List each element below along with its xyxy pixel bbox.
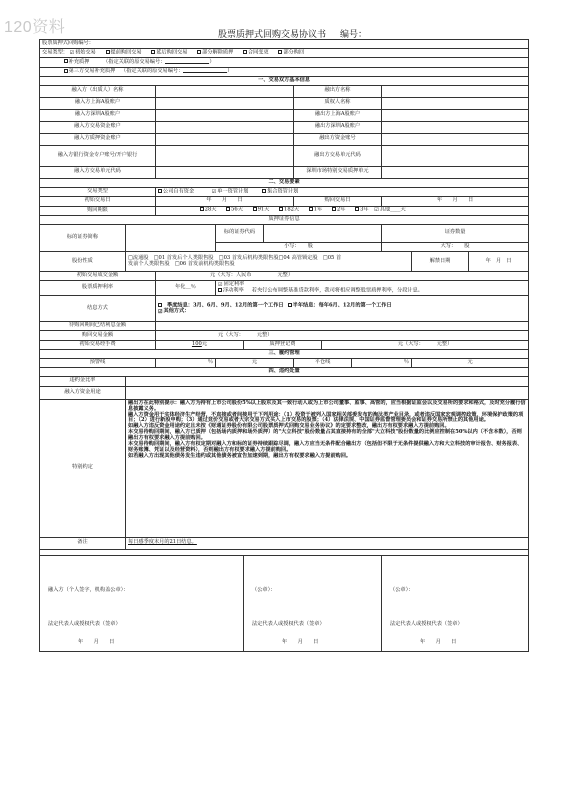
cat-opt: 公司自有资金 [163, 188, 195, 195]
checked-icon[interactable]: ☑ [218, 281, 223, 288]
period-opt: 28天 [204, 206, 217, 213]
sig-label: 法定代表人或授权代表（签章） [252, 620, 325, 627]
initial-fee-label: 初始交易经手费 [40, 340, 156, 349]
checked-icon[interactable]: ☑ [211, 188, 217, 195]
rate-label: 股票质押利率 [40, 281, 156, 296]
checked-icon[interactable]: ☑ [374, 207, 379, 214]
buyback-date-value[interactable]: 年 月 日 [382, 197, 529, 206]
type-release: 部分解除质押 [202, 49, 234, 56]
party-label: 融出方名称 [294, 85, 382, 97]
party-label: 融入方交易单元代码 [40, 166, 156, 178]
other-way: 其他方式： [163, 308, 190, 314]
period-opt: 182天 [284, 206, 300, 213]
special-term: 如融入方违反资金用途约定且未按《财通证券股份有限公司股票质押式回购交易业务协议》的定要求整改，融出方有权要求融入方提前购回。 [128, 423, 450, 430]
party-value[interactable] [382, 145, 529, 166]
nature-label: 股份性质 [40, 252, 126, 272]
buyback-date-label: 购回交易日 [294, 197, 382, 206]
accrued-interest-value[interactable] [156, 322, 529, 331]
initial-amount-value[interactable] [156, 272, 529, 281]
checkbox-icon[interactable] [64, 59, 68, 63]
special-term: 如若融入方出现其他债务发生违约或其他债务被宣告加速到期，融出方有权要求融入方提前购回。 [128, 453, 352, 460]
sec-code-value[interactable] [264, 224, 382, 242]
agreement-no-label: 股票质押式回购编号： [40, 40, 529, 49]
supplement-label: 补充质押 [68, 58, 90, 65]
checkbox-icon[interactable] [309, 207, 313, 211]
cat-opt: 集合资管计划 [267, 188, 299, 195]
checkbox-icon[interactable] [332, 207, 336, 211]
section-title: 四、违约处置 [40, 368, 529, 377]
party-value[interactable] [382, 85, 529, 97]
lower-label: 小写： [284, 242, 300, 249]
cat-opt: 单一资管计划 [217, 188, 249, 195]
nature-opts-line: 发前个人类限售股 □06 首发前机构类限售股 [128, 260, 235, 267]
buyback-period-label: 购回期限 [40, 206, 156, 215]
party-value[interactable] [156, 85, 294, 97]
type-partial: 部分购回 [283, 49, 305, 56]
signature-third[interactable] [382, 555, 529, 651]
party-value[interactable] [382, 133, 529, 145]
party-label: 融入方上海A股账户 [40, 97, 156, 109]
party-label: 质权人名称 [294, 97, 382, 109]
party-label: 融入方（出质人）名称 [40, 85, 156, 97]
special-term: 本交易待购回期间，融入方已质押（包括场内质押和场外质押）的"大立科技"股份数量占其直接持有的全部"大立科技"股份数量的比例应控制在50%以内（不含本数），否则融出方有权要求融入方提前购回。 [128, 429, 522, 442]
share-unit: 股 [307, 242, 313, 249]
party-value[interactable] [156, 97, 294, 109]
initial-amount-label: 初始交易成交金额 [40, 272, 156, 281]
sig-label: （公章）： [252, 586, 276, 593]
period-opt: 其他____天 [379, 206, 406, 213]
register-fee-label: 质押登记费 [244, 340, 322, 349]
unlock-label: 解禁日期 [412, 252, 469, 272]
buyback-period-options [156, 206, 529, 215]
period-opt: 56天 [231, 206, 243, 213]
fund-use-label: 融入方资金用途 [40, 386, 126, 399]
specify-label: （指定关联的原交易编号： [121, 68, 184, 75]
sig-label: （公章）： [390, 586, 414, 593]
specify-label: （指定关联的原交易编号： [103, 58, 166, 65]
third-party-cell [40, 67, 529, 76]
sig-date: 年 月 日 [282, 638, 319, 645]
checked-icon[interactable]: ☑ [69, 50, 75, 57]
party-value[interactable] [156, 109, 294, 121]
close-line-value[interactable]: ％ [352, 359, 412, 368]
party-label: 融出方深圳A股账户 [294, 121, 382, 133]
sig-label: 法定代表人或授权代表（签章） [48, 620, 121, 627]
type-initial: 初始交易 [75, 49, 96, 56]
close-paren: ） [227, 68, 233, 75]
document-title: 股票质押式回购交易协议书 [218, 30, 327, 40]
watermark-text: 120资料 [4, 19, 66, 36]
share-unit: 股 [464, 242, 470, 249]
signature-borrower[interactable] [40, 555, 244, 651]
nature-options[interactable] [126, 252, 412, 272]
party-value[interactable] [156, 145, 294, 166]
warning-label: 预警线 [40, 359, 156, 368]
third-party-row [40, 67, 529, 76]
floating-note: 若央行公布调整基准贷款利率，我司将相应调整股票质押利率，分段计息。 [251, 287, 423, 294]
checkbox-icon[interactable] [158, 189, 162, 193]
party-label: 融出方上海A股账户 [294, 109, 382, 121]
sec-qty-label: 证券数量 [382, 224, 529, 242]
trade-category-label: 交易类型 [40, 188, 156, 197]
period-opt: 2年 [336, 206, 346, 213]
supplement-row [40, 58, 529, 67]
remark-value[interactable]: 每日感季度末月的21日结息。 [126, 537, 529, 549]
type-delay: 延后购回交易 [156, 49, 188, 56]
initial-date-value[interactable]: 年 月 日 [156, 197, 294, 206]
period-opt: 1年 [313, 206, 323, 213]
initial-date-label: 初始交易日 [40, 197, 156, 206]
party-label: 融入方质押资金账户 [40, 133, 156, 145]
party-value[interactable] [156, 166, 294, 178]
penalty-ratio-value[interactable] [126, 377, 529, 386]
sec-qty-upper[interactable] [382, 242, 529, 251]
checkbox-icon[interactable] [278, 50, 282, 54]
warning-yuan[interactable]: 元 [216, 359, 294, 368]
checkbox-icon[interactable] [243, 50, 247, 54]
third-party-label: 第三方交易补充质押 [68, 68, 116, 75]
close-line-yuan[interactable]: 元 [412, 359, 529, 368]
party-label: 融出方交易单元代码 [294, 145, 382, 166]
quarterly: 季度结息：3月、6月、9月、12月的第一个工作日 [167, 302, 284, 309]
rate-annual[interactable]: 年化＿％ [156, 281, 216, 296]
sig-date: 年 月 日 [420, 638, 457, 645]
remark-label: 备注 [40, 537, 126, 549]
checkbox-icon[interactable] [197, 50, 201, 54]
trade-type-row [40, 49, 529, 58]
checkbox-icon[interactable] [106, 50, 110, 54]
sec-name-value[interactable] [126, 224, 216, 251]
signature-lender[interactable] [244, 555, 382, 651]
trade-type-cell [40, 49, 529, 58]
buyback-amount-value[interactable] [156, 331, 529, 340]
special-terms [126, 399, 529, 537]
party-label: 深圳市场特别交易质押单元 [294, 166, 382, 178]
party-value[interactable] [382, 109, 529, 121]
document-number-label: 编号： [340, 30, 368, 40]
close-paren: ） [209, 58, 215, 65]
checkbox-icon[interactable] [200, 207, 204, 211]
checkbox-icon[interactable] [218, 288, 222, 292]
checkbox-icon[interactable] [151, 50, 155, 54]
yuan-upper: 元（大写： 元整） [218, 331, 273, 338]
period-opt: 3年 [360, 206, 369, 213]
party-label: 融入方交易资金账户 [40, 121, 156, 133]
checkbox-icon[interactable] [288, 303, 292, 307]
trade-type-label: 交易类型： [42, 49, 68, 56]
sec-qty-lower[interactable] [216, 242, 382, 251]
fee-unit: 元 [201, 340, 208, 347]
sig-label: 法定代表人或授权代表（签章） [390, 620, 463, 627]
amount-text: 元（大写：人民币 元整） [210, 272, 294, 279]
settlement-label: 结息方式 [40, 296, 156, 322]
special-label: 特别约定 [40, 399, 126, 537]
checked-icon[interactable]: ☑ [158, 308, 163, 315]
checkbox-icon[interactable] [355, 207, 359, 211]
special-term: 本交易待购回期间，融入方有权定期对融入方和标的证券持续跟踪尽调，融入方应当无条件配合融出方（包括但不限于无条件提供融入方和大立科技的审计报告、财务报表、财务账簿、凭证以及经营资料），否则融出方有权要求融入方提前购回。 [128, 441, 523, 454]
sig-date: 年 月 日 [78, 638, 115, 645]
rate-type [216, 281, 529, 296]
party-label: 融入方深圳A股账户 [40, 109, 156, 121]
warning-value[interactable]: ％ [156, 359, 216, 368]
party-value[interactable] [156, 121, 294, 133]
nature-opts-line: □流通股 □01 首发后个人类限售股 □03 首发后机构类限售股□04 高管锁定股 □05 首 [128, 254, 342, 261]
semiannual: 半年结息：每年6月、12月的第一个工作日 [292, 302, 392, 309]
initial-fee-value[interactable] [156, 340, 244, 349]
type-change: 合同变更 [247, 49, 269, 56]
upper-label: 大写： [440, 242, 457, 249]
fixed-rate: 固定利率 [223, 281, 245, 288]
checkbox-icon[interactable] [64, 69, 68, 73]
third-party-no-field[interactable] [183, 68, 227, 73]
section-title: 一、交易双方基本信息 [40, 76, 529, 85]
supplement-no-field[interactable] [165, 59, 209, 64]
close-line-label: 平仓线 [294, 359, 352, 368]
supplement-cell [40, 58, 529, 67]
fee-value: 100 [191, 340, 202, 347]
accrued-interest-label: 待购回期间已结利息金额 [40, 322, 156, 331]
party-value[interactable] [382, 166, 529, 178]
trade-category-options [156, 188, 529, 197]
special-term: 融出方在此特别提示：融入方为持有上市公司股份5%以上股东及其一致行动人或为上市公司董事、监事、高管的，应当根据证监会以及交易所的要求和格式，及时充分履行信息披露义务。 [128, 399, 526, 412]
checkbox-icon[interactable] [279, 207, 283, 211]
period-opt: 91天 [257, 206, 270, 213]
checkbox-icon[interactable] [262, 189, 266, 193]
party-value[interactable] [156, 133, 294, 145]
settlement-options [156, 296, 529, 322]
sig-label: 融入方（个人签字，机构盖公章）： [48, 586, 129, 593]
type-early: 提前购回交易 [110, 49, 142, 56]
agreement-no-row [40, 40, 529, 49]
section-title: 二、交易要素 [40, 178, 529, 187]
party-value[interactable] [382, 97, 529, 109]
fund-use-value[interactable] [126, 386, 529, 399]
special-term: 融入方资金用于实体经济生产经营，不直接或者间接用于下列用途：（1）投资于被列入国家相关部委发布的淘汰类产业目录，或者违反国家宏观调控政策、环境保护政策的项目；（2）进行新股申购；（3）通过竞价交易或者大宗交易方式买入上市交易的股票；（4）法律法规、中国证券监督管理委员会和证券交易所禁止的其他用途。 [128, 411, 524, 424]
party-label: 融入方银行资金专户账号/开户银行 [40, 145, 156, 166]
checkbox-icon[interactable] [226, 207, 230, 211]
checkbox-icon[interactable] [253, 207, 257, 211]
party-value[interactable] [382, 121, 529, 133]
agreement-form-table [39, 39, 529, 652]
section-title: 三、履约管理 [40, 349, 529, 358]
unlock-value[interactable]: 年 月 日 [469, 252, 529, 272]
buyback-amount-label: 购回交易金额 [40, 331, 156, 340]
penalty-ratio-label: 违约金比率 [40, 377, 126, 386]
pledge-info-title: 质押证券信息 [40, 215, 529, 224]
sec-code-label: 标的证券代码 [216, 224, 264, 242]
sec-name-label: 标的证券简称 [40, 224, 126, 251]
party-label: 融出方资金账号 [294, 133, 382, 145]
checkbox-icon[interactable] [158, 303, 162, 307]
floating-rate: 浮动利率 [223, 287, 244, 294]
register-fee-value[interactable]: 元（大写： 元整） [322, 340, 529, 349]
